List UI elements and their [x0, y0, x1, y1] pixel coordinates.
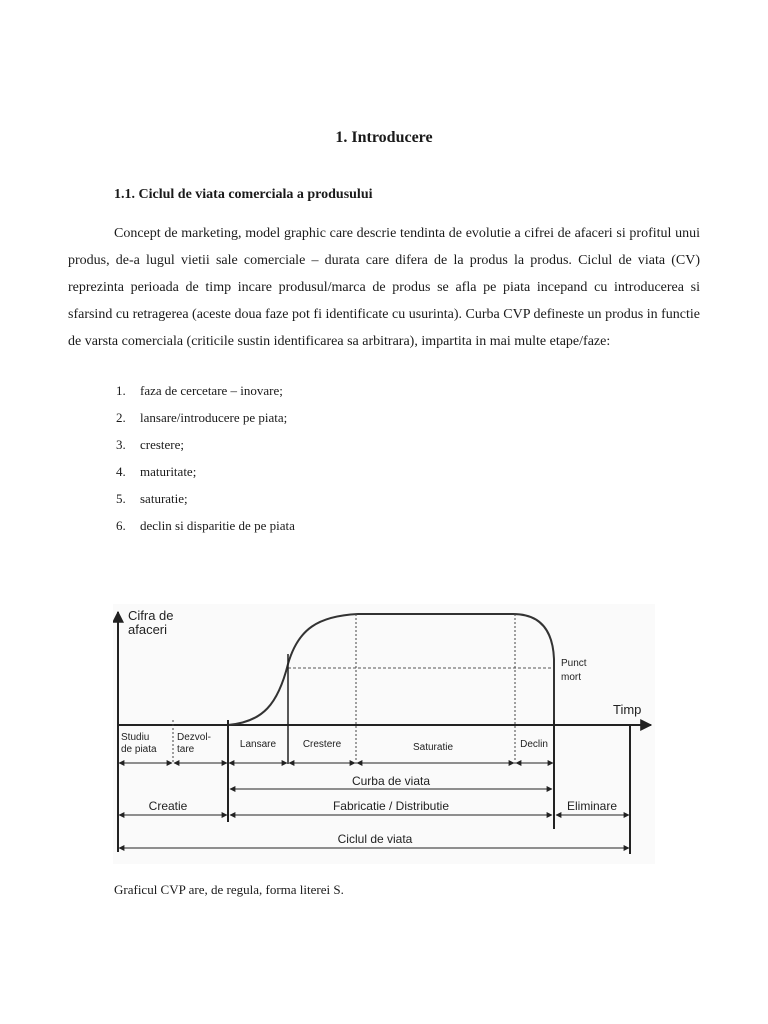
life-cycle-label: Ciclul de viata	[337, 832, 413, 846]
stage-growth-label: Crestere	[302, 739, 342, 750]
dead-point-label: mort	[561, 672, 581, 683]
stage-study-label: de piata	[121, 744, 157, 755]
list-item: 1. faza de cercetare – inovare;	[116, 383, 283, 398]
stage-dev-label: Dezvol-	[177, 732, 211, 743]
x-axis-label: Timp	[613, 702, 642, 717]
life-curve-label: Curba de viata	[351, 774, 431, 788]
body-paragraph: Concept de marketing, model graphic care descrie tendinta de evolutie a cifrei de afaceri si profitul unui produs, de-a lugul vietii sale comerciale – durata care difera de la produs la produs. Ciclul de viata (CV) reprezinta perioada de timp incare produsul/marca de produs se afla pe piata incepand cu introducerea si sfarsind cu retragerea (aceste doua faze pot fi identificate cu usurinta). Curba CVP defineste un produs in functie de varsta comerciala (criticile sustin identificarea sa arbitrara), impartita in mai multe etape/faze:	[68, 226, 700, 349]
dead-point-label: Punct	[561, 658, 587, 669]
stage-launch-label: Lansare	[239, 739, 277, 750]
stage-saturation-label: Saturatie	[412, 742, 454, 753]
stage-dev-label: tare	[177, 744, 195, 755]
y-axis-label: Cifra de	[128, 608, 174, 623]
list-item: 5. saturatie;	[116, 491, 188, 506]
stage-decline-label: Declin	[520, 739, 548, 750]
elimination-label: Eliminare	[566, 799, 618, 813]
manufacturing-label: Fabricatie / Distributie	[332, 799, 450, 813]
diagram-caption: Graficul CVP are, de regula, forma literei S.	[114, 882, 344, 897]
product-life-cycle-diagram	[113, 604, 655, 864]
list-item: 6. declin si disparitie de pe piata	[116, 518, 295, 533]
list-item: 2. lansare/introducere pe piata;	[116, 410, 288, 425]
stage-study-label: Studiu	[121, 732, 150, 743]
creation-label: Creatie	[148, 799, 188, 813]
page-title: 1. Introducere	[335, 129, 433, 146]
section-title: 1.1. Ciclul de viata comerciala a produsului	[114, 187, 373, 202]
y-axis-label: afaceri	[128, 622, 168, 637]
list-item: 3. crestere;	[116, 437, 185, 452]
phase-list	[116, 381, 295, 543]
list-item: 4. maturitate;	[116, 464, 197, 479]
